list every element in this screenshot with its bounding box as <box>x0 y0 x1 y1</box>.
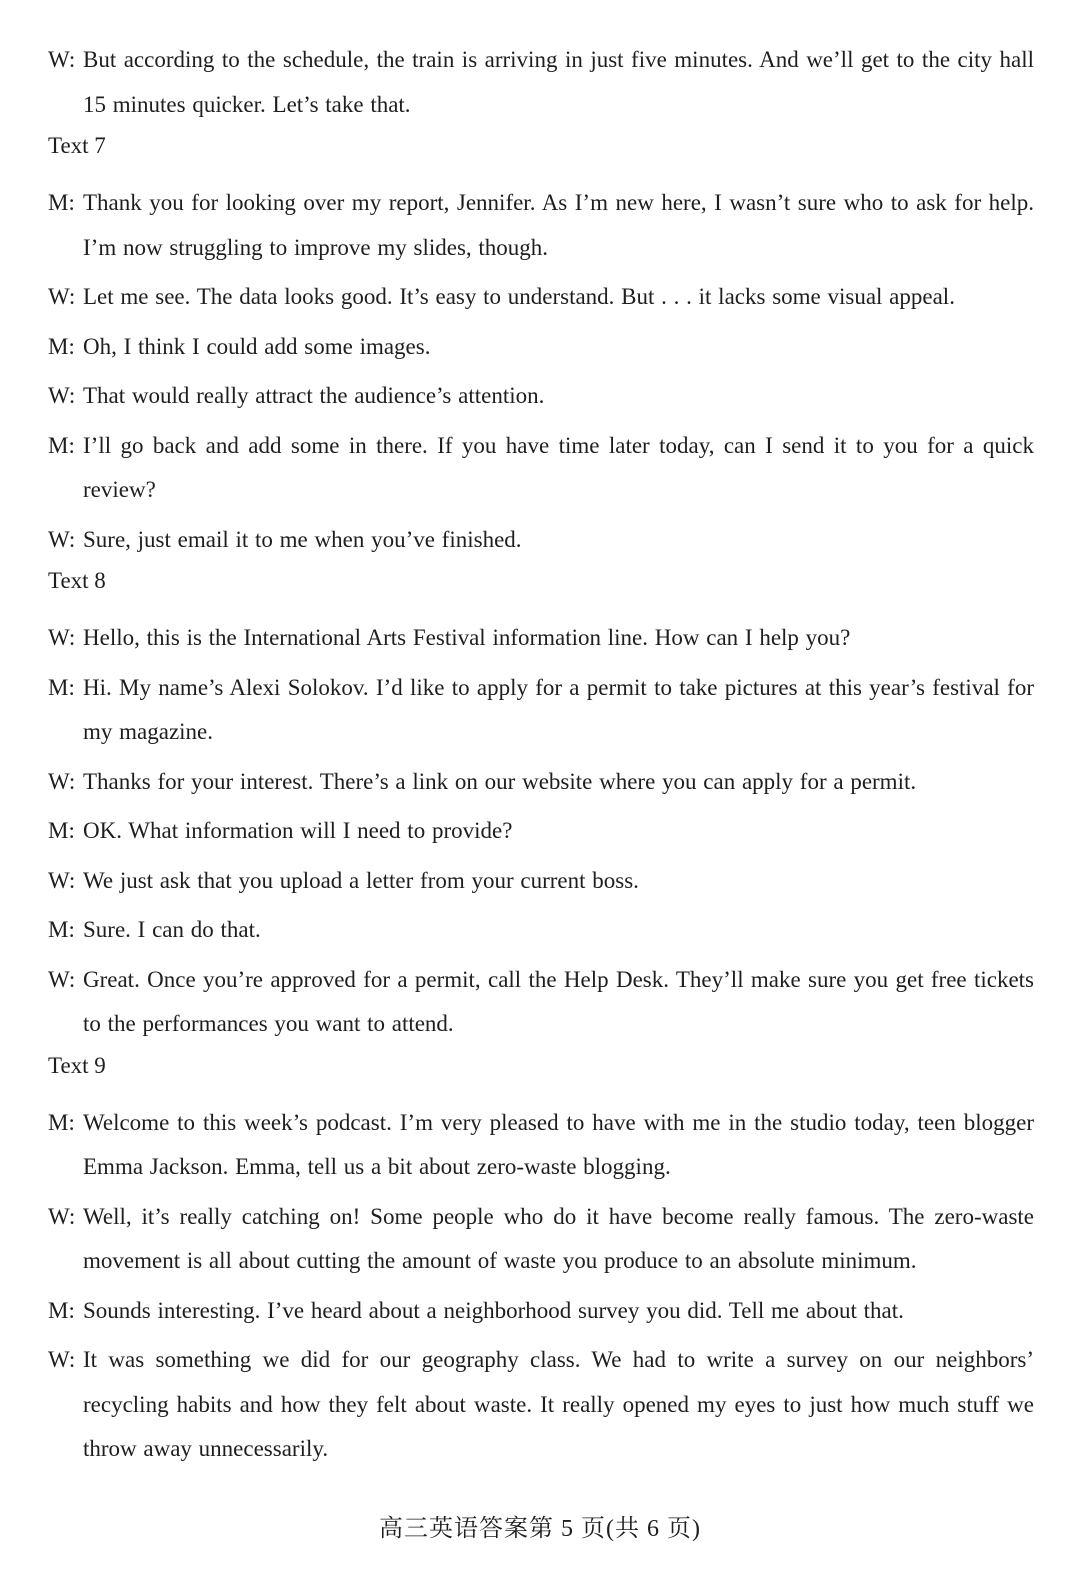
line-19 <box>48 1289 1034 1334</box>
utterance-text: But according to the schedule, the train is arriving in just five minutes. And we’ll get to the city hall 15 minutes quicker. Let’s take that. <box>83 47 1034 117</box>
speaker-label: W: <box>48 1203 76 1229</box>
line-11 <box>48 760 1034 805</box>
utterance-text: Sure, just email it to me when you’ve finished. <box>83 526 522 552</box>
speaker-label: W: <box>48 1347 76 1372</box>
line-2 <box>48 181 1034 270</box>
speaker-label: W: <box>48 284 76 309</box>
line-7 <box>48 518 1034 563</box>
utterance-text: Thanks for your interest. There’s a link on our website where you can apply for a permit. <box>83 768 917 794</box>
line-17 <box>48 1101 1034 1190</box>
line-12 <box>48 809 1034 854</box>
speaker-label: W: <box>48 625 76 650</box>
speaker-label: W: <box>48 867 76 893</box>
line-6 <box>48 424 1034 513</box>
section-header-text-8: Text 8 <box>48 568 106 593</box>
line-15 <box>48 958 1034 1047</box>
section-header-text-7: Text 7 <box>48 133 106 158</box>
utterance-text: Let me see. The data looks good. It’s easy to understand. But . . . it lacks some visual appeal. <box>83 284 955 309</box>
line-9 <box>48 616 1034 661</box>
utterance-text: Sounds interesting. I’ve heard about a neighborhood survey you did. Tell me about that. <box>83 1297 904 1323</box>
page-footer: 高三英语答案第 5 页(共 6 页) <box>379 1516 701 1542</box>
transcript <box>48 38 1034 1477</box>
utterance-text: That would really attract the audience’s attention. <box>83 383 545 408</box>
speaker-label: M: <box>48 674 75 700</box>
speaker-label: M: <box>48 917 75 942</box>
utterance-text: Hello, this is the International Arts Festival information line. How can I help you? <box>83 625 851 650</box>
line-3 <box>48 275 1034 320</box>
speaker-label: M: <box>48 432 75 458</box>
utterance-text: We just ask that you upload a letter from your current boss. <box>83 867 639 893</box>
speaker-label: W: <box>48 526 76 552</box>
line-13 <box>48 859 1034 904</box>
utterance-text: Welcome to this week’s podcast. I’m very pleased to have with me in the studio today, teen blogger Emma Jackson. Emma, tell us a bit about zero-waste blogging. <box>83 1109 1034 1179</box>
line-4 <box>48 325 1034 370</box>
speaker-label: W: <box>48 47 76 72</box>
speaker-label: M: <box>48 333 75 359</box>
line-20 <box>48 1338 1034 1472</box>
speaker-label: W: <box>48 768 76 794</box>
utterance-text: I’ll go back and add some in there. If you have time later today, can I send it to you for a quick review? <box>83 432 1034 502</box>
utterance-text: Great. Once you’re approved for a permit, call the Help Desk. They’ll make sure you get free tickets to the performances you want to attend. <box>83 966 1034 1036</box>
speaker-label: W: <box>48 383 76 408</box>
speaker-label: W: <box>48 966 76 992</box>
line-14 <box>48 908 1034 953</box>
utterance-text: Well, it’s really catching on! Some people who do it have become really famous. The zero-waste movement is all about cutting the amount of waste you produce to an absolute minimum. <box>83 1203 1034 1273</box>
utterance-text: Hi. My name’s Alexi Solokov. I’d like to apply for a permit to take pictures at this year’s festival for my magazine. <box>83 674 1034 744</box>
line-10 <box>48 666 1034 755</box>
speaker-label: M: <box>48 190 75 215</box>
utterance-text: Oh, I think I could add some images. <box>83 333 431 359</box>
line-18 <box>48 1195 1034 1284</box>
line-0 <box>48 38 1034 127</box>
section-header-text-9: Text 9 <box>48 1052 106 1078</box>
utterance-text: OK. What information will I need to provide? <box>83 818 513 843</box>
speaker-label: M: <box>48 1297 75 1323</box>
utterance-text: Sure. I can do that. <box>83 917 261 942</box>
speaker-label: M: <box>48 818 75 843</box>
line-5 <box>48 374 1034 419</box>
speaker-label: M: <box>48 1109 75 1135</box>
utterance-text: Thank you for looking over my report, Jennifer. As I’m new here, I wasn’t sure who to ask for help. I’m now struggling to improve my slides, though. <box>83 190 1034 260</box>
utterance-text: It was something we did for our geography class. We had to write a survey on our neighbors’ recycling habits and how they felt about waste. It really opened my eyes to just how much stuff we throw away unnecessarily. <box>83 1347 1034 1461</box>
